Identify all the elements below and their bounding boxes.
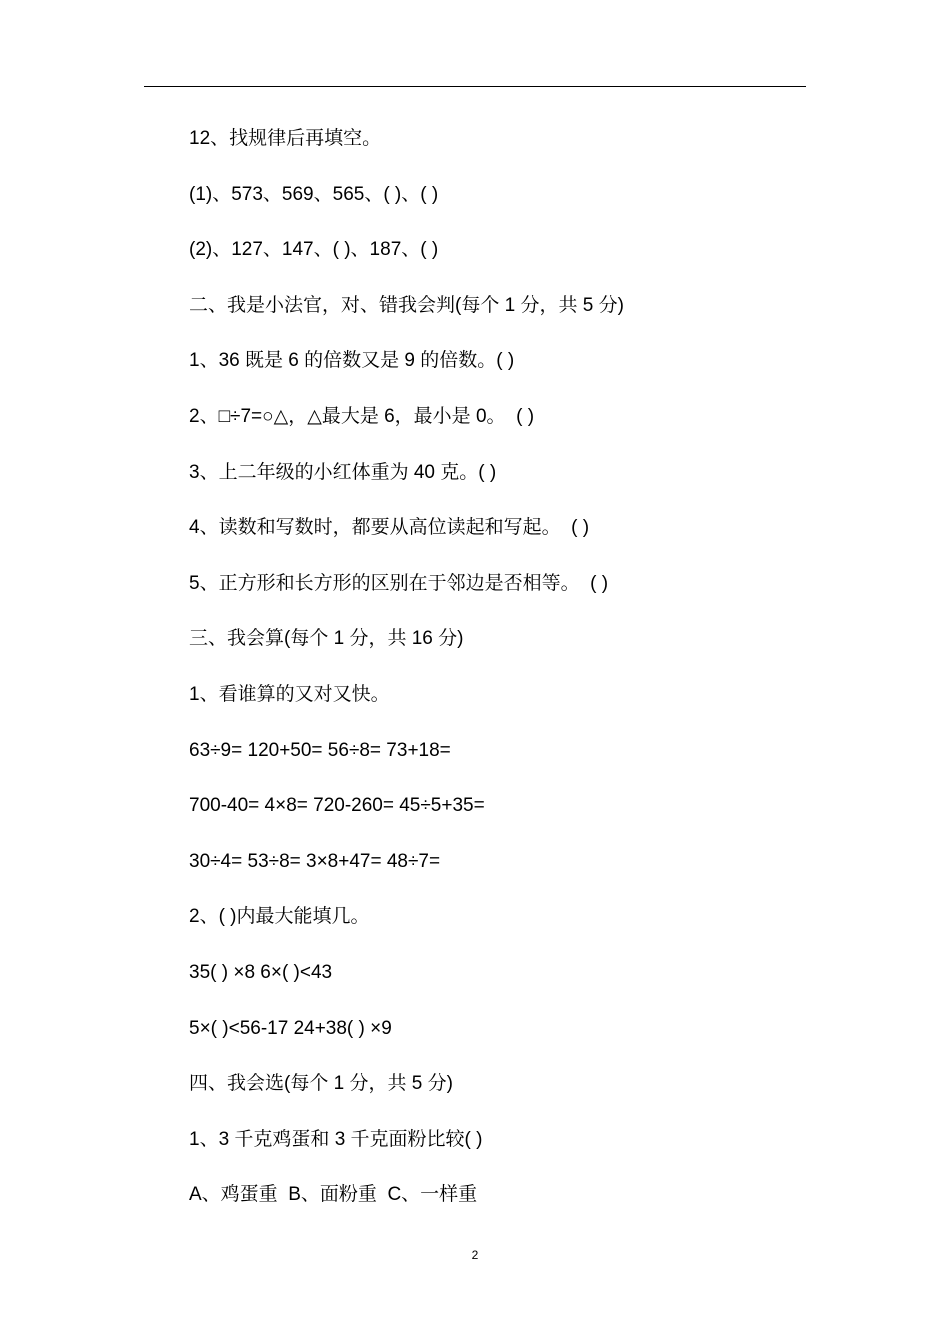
judge-item-3: 3、上二年级的小红体重为 40 克。( ) <box>189 461 497 483</box>
calc-row-1: 63÷9= 120+50= 56÷8= 73+18= <box>189 739 451 761</box>
fill-row-2: 5×( )<56-17 24+38( ) ×9 <box>189 1017 392 1039</box>
page-number: 2 <box>471 1248 479 1262</box>
fill-row-1: 35( ) ×8 6×( )<43 <box>189 961 333 983</box>
pattern-question-heading: 12、找规律后再填空。 <box>189 128 382 149</box>
pattern-item-1: (1)、573、569、565、( )、( ) <box>189 183 439 205</box>
section-4-heading: 四、我会选(每个 1 分，共 5 分) <box>189 1073 453 1095</box>
judge-item-1: 1、36 既是 6 的倍数又是 9 的倍数。( ) <box>189 350 515 372</box>
calc-row-3: 30÷4= 53÷8= 3×8+47= 48÷7= <box>189 850 441 872</box>
calc-subheading-1: 1、看谁算的又对又快。 <box>189 683 390 705</box>
judge-item-5: 5、正方形和长方形的区别在于邻边是否相等。 ( ) <box>189 572 609 594</box>
pattern-item-2: (2)、127、147、( )、187、( ) <box>189 239 439 261</box>
calc-row-2: 700-40= 4×8= 720-260= 45÷5+35= <box>189 795 485 817</box>
calc-subheading-2: 2、( )内最大能填几。 <box>189 906 370 928</box>
section-2-heading: 二、我是小法官，对、错我会判(每个 1 分，共 5 分) <box>189 294 624 316</box>
choice-question-1: 1、3 千克鸡蛋和 3 千克面粉比较( ) <box>189 1128 483 1150</box>
judge-item-4: 4、读数和写数时，都要从高位读起和写起。 ( ) <box>189 517 590 539</box>
choice-options-1: A、鸡蛋重 B、面粉重 C、一样重 <box>189 1184 478 1206</box>
document-body <box>189 122 809 1234</box>
section-3-heading: 三、我会算(每个 1 分，共 16 分) <box>189 628 464 650</box>
judge-item-2: 2、□÷7=○△，△最大是 6，最小是 0。 ( ) <box>189 405 535 427</box>
header-rule <box>144 86 806 87</box>
